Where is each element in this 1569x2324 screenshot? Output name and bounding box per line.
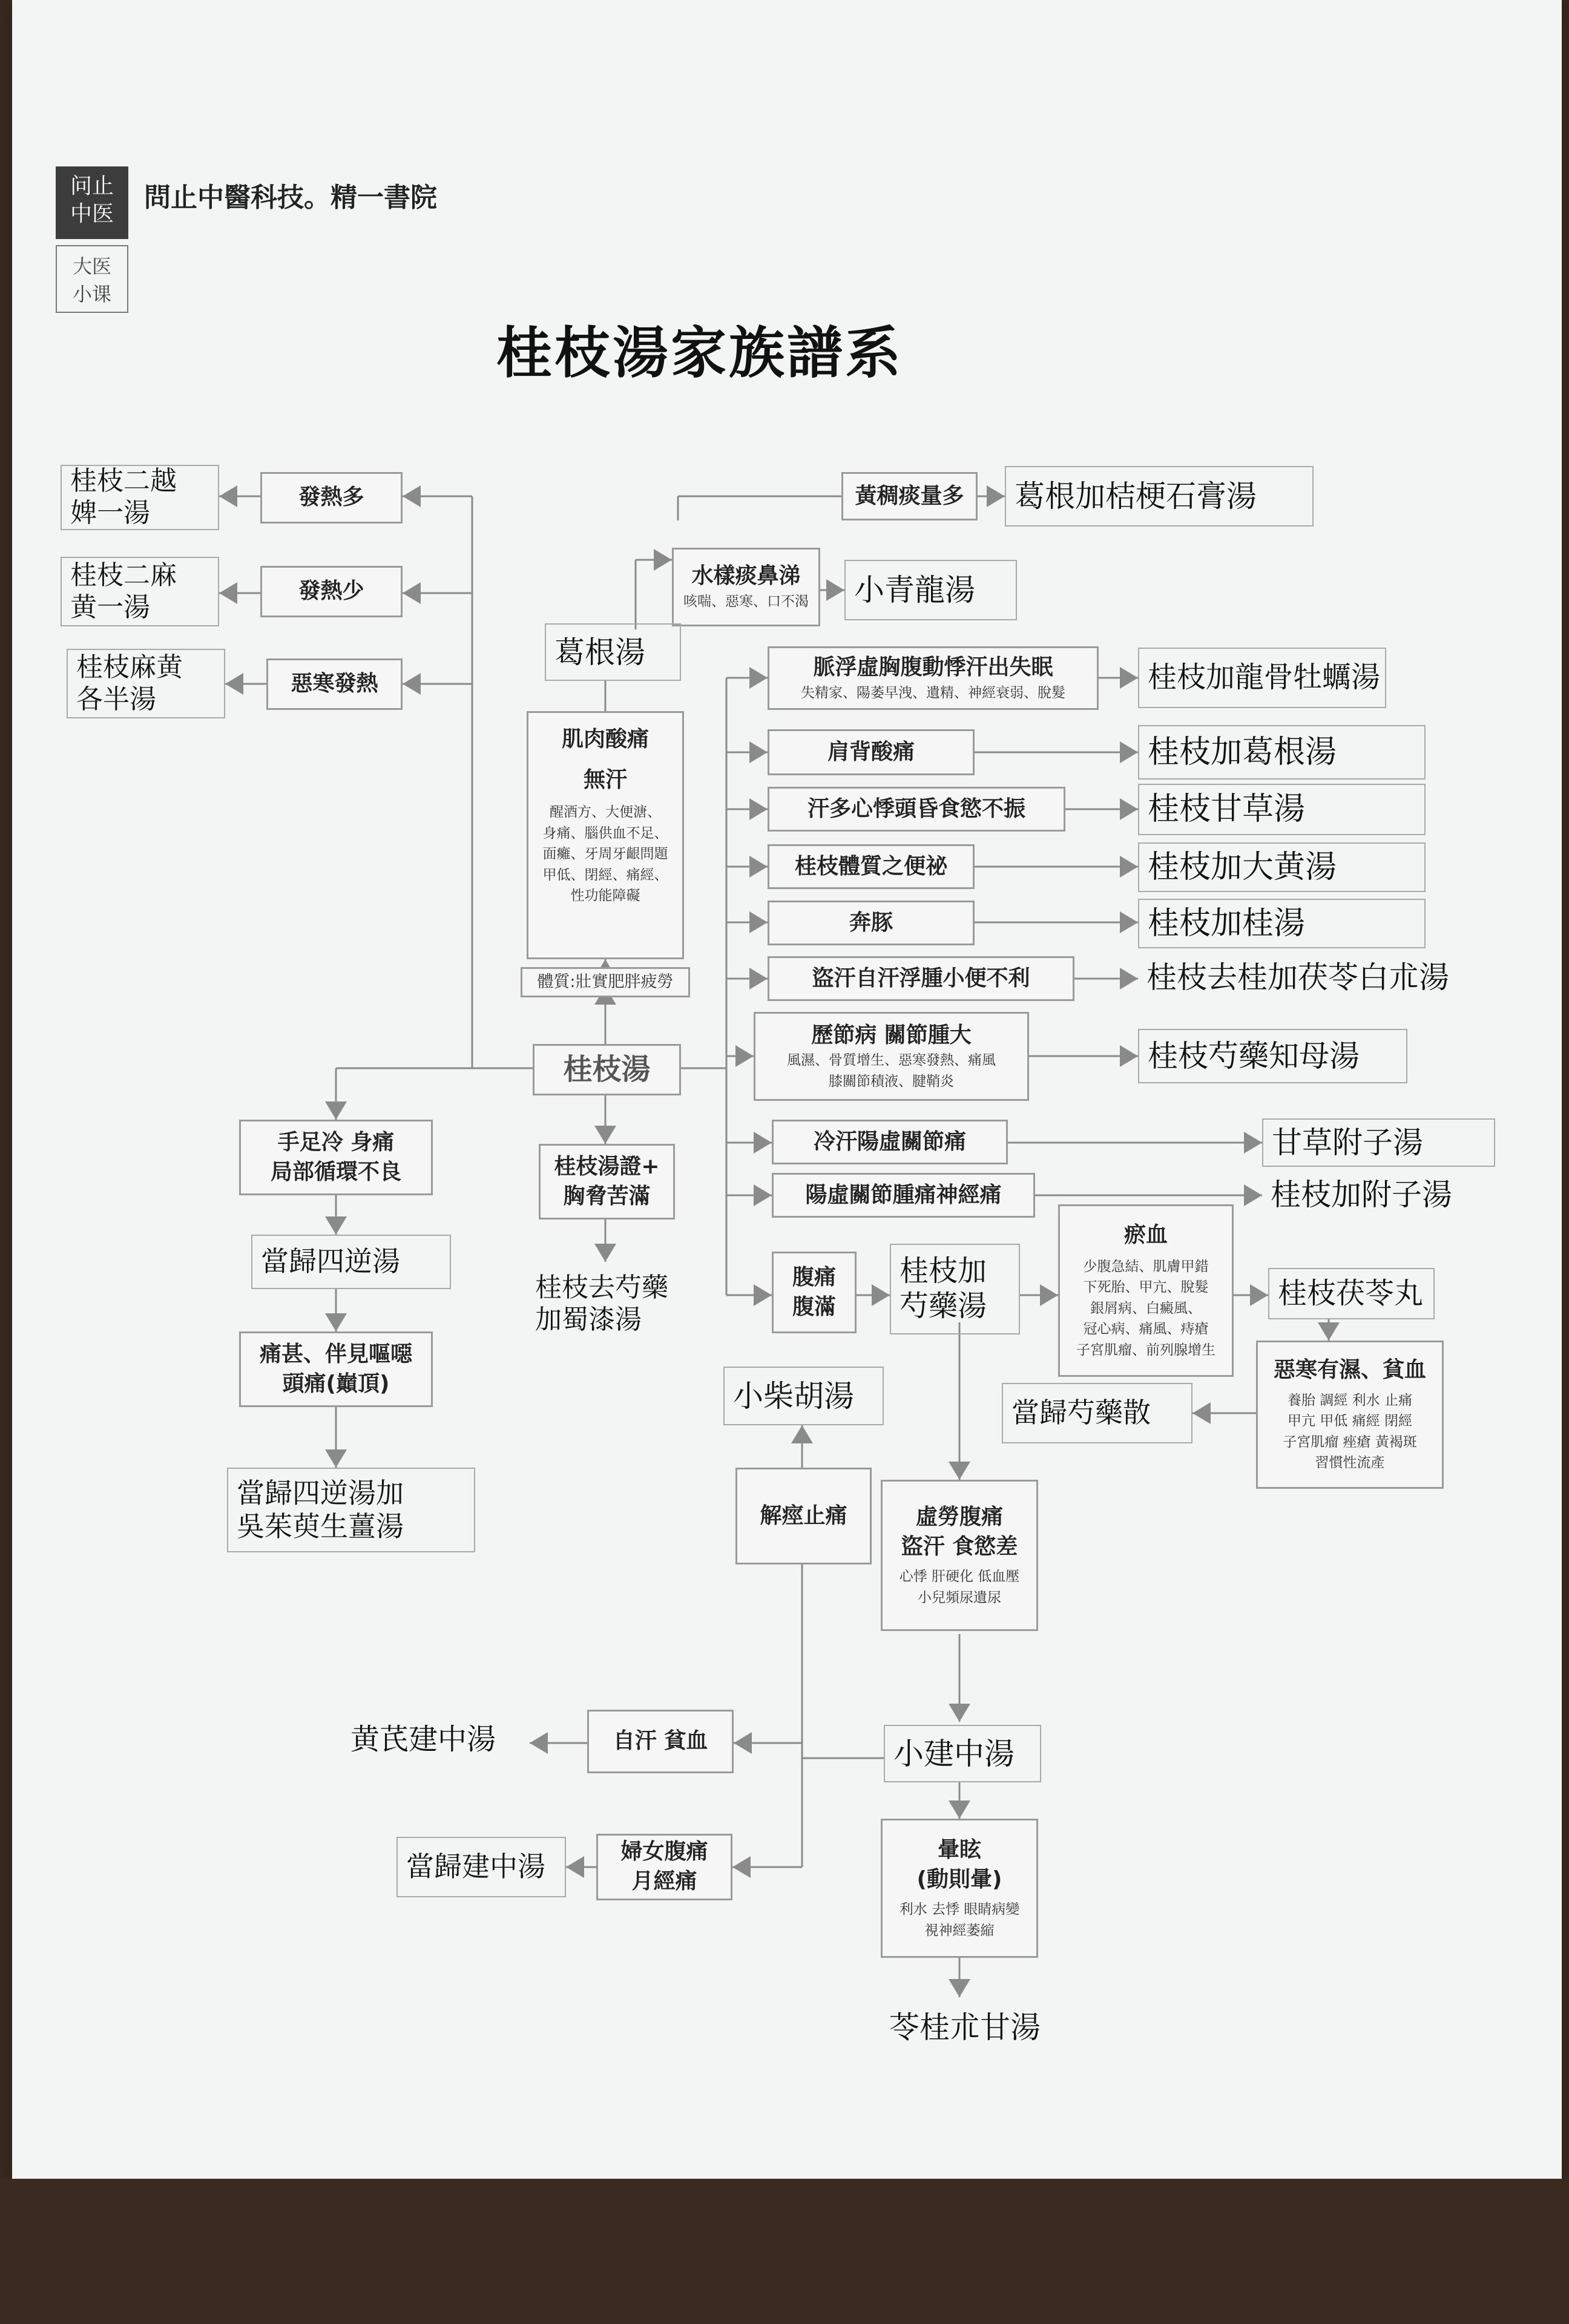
- formula-gui-ma-ge: [67, 649, 225, 718]
- constipation-box: [768, 844, 975, 889]
- dizziness-l2: (動則暈): [916, 1866, 1002, 1892]
- formula-ge-gen-jie-geng: [1005, 466, 1314, 527]
- fever-more-label: 發熱多: [298, 485, 364, 510]
- headache-l2: 頭痛(巔頂): [282, 1371, 390, 1396]
- formula-gui-er-ma: [61, 557, 219, 626]
- formula-jia-gui-label: 桂枝加桂湯: [1148, 905, 1306, 942]
- formula-dang-gui-shao-yao: [1002, 1383, 1192, 1443]
- dampness-title: 惡寒有濕、貧血: [1273, 1357, 1426, 1383]
- abdomen-box: [772, 1252, 857, 1333]
- dizziness-box: [881, 1819, 1038, 1958]
- syndrome-l1: 桂枝湯證+: [554, 1154, 660, 1179]
- logo2-line1: 大医: [72, 255, 111, 278]
- formula-ge-gen: [545, 623, 681, 681]
- formula-jia-fu-zi-label: 桂枝加附子湯: [1271, 1177, 1452, 1212]
- benton-label: 奔豚: [849, 910, 893, 935]
- formula-shao-yao-zhi-mu: [1138, 1029, 1407, 1083]
- arthritis-box: [754, 1012, 1029, 1101]
- dizziness-l1: 暈眩: [937, 1837, 981, 1862]
- blood-stasis-box: [1058, 1204, 1234, 1377]
- formula-jia-fu-zi: [1262, 1169, 1522, 1220]
- diagram-title: 桂枝湯家族譜系: [496, 320, 904, 386]
- muscle-pain-box: [527, 711, 684, 959]
- cold-limbs-l1: 手足冷 身痛: [277, 1129, 395, 1155]
- formula-xiao-jian-zhong-label: 小建中湯: [893, 1736, 1015, 1771]
- cold-sweat-box: [772, 1120, 1008, 1164]
- headache-l1: 痛甚、伴見嘔噁: [259, 1341, 412, 1367]
- wenzhi-logo: [56, 166, 128, 239]
- formula-si-ni-wu-zhu-yu-l1: 當歸四逆湯加: [237, 1476, 404, 1509]
- formula-da-huang: [1138, 842, 1426, 892]
- watery-phlegm-box: [672, 548, 820, 626]
- dampness-l3: 子宮肌瘤 痤瘡 黃褐斑: [1283, 1434, 1417, 1450]
- logo-line1: 问止: [70, 174, 114, 199]
- blood-stasis-title: 瘀血: [1123, 1222, 1168, 1247]
- formula-ling-gui-zhu-gan: [881, 1997, 1081, 2058]
- formula-gan-cao-fu-zi-label: 甘草附子湯: [1272, 1125, 1423, 1160]
- formula-dang-gui-si-ni-label: 當歸四逆湯: [261, 1245, 400, 1278]
- women-pain-box: [596, 1834, 732, 1900]
- formula-xiao-chai-hu-label: 小柴胡湯: [733, 1378, 854, 1414]
- formula-ge-gen-jie-geng-label: 葛根加桔梗石膏湯: [1015, 479, 1257, 514]
- fever-less-label: 發熱少: [298, 579, 364, 604]
- blood-stasis-l1: 少腹急結、肌膚甲錯: [1083, 1258, 1209, 1275]
- dizziness-sub1: 利水 去悸 眼睛病變: [899, 1902, 1020, 1918]
- formula-dang-gui-shao-yao-label: 當歸芍藥散: [1011, 1396, 1151, 1430]
- formula-gui-ma-ge-l2: 各半湯: [76, 683, 156, 715]
- muscle-line4: 甲低、閉經、痛經、: [542, 867, 668, 883]
- women-pain-l2: 月經痛: [631, 1869, 697, 1894]
- cold-limbs-box: [239, 1120, 433, 1195]
- chills-fever-label: 惡寒發熱: [291, 671, 378, 697]
- daxiaoke-logo: [56, 245, 128, 313]
- formula-long-gu-mu-li: [1138, 648, 1386, 708]
- constitution-label: 體質:壯實肥胖疲勞: [537, 972, 674, 991]
- formula-gui-er-ma-l2: 黄一湯: [70, 591, 150, 623]
- fatigue-sub2: 小兒頻尿遺尿: [918, 1589, 1001, 1606]
- formula-xiao-qing-long: [844, 560, 1017, 620]
- abdomen-l1: 腹痛: [792, 1264, 836, 1290]
- cold-limbs-l2: 局部循環不良: [270, 1159, 401, 1184]
- watery-phlegm-label: 水樣痰鼻涕: [691, 563, 801, 589]
- formula-huang-qi-jian-zhong-label: 黄芪建中湯: [350, 1722, 496, 1757]
- formula-dang-gui-jian-zhong: [396, 1837, 566, 1897]
- center-node: [533, 1044, 681, 1095]
- night-sweat-label: 盜汗自汗浮腫小便不利: [812, 965, 1030, 991]
- formula-long-gu-mu-li-label: 桂枝加龍骨牡蠣湯: [1148, 660, 1381, 695]
- formula-jia-shao-yao-l2: 芍藥湯: [900, 1289, 987, 1323]
- spasm-label: 解痙止痛: [760, 1503, 847, 1528]
- formula-si-ni-wu-zhu-yu: [227, 1468, 475, 1552]
- constipation-label: 桂枝體質之便祕: [794, 853, 947, 879]
- benton-box: [768, 901, 975, 945]
- formula-xiao-jian-zhong: [884, 1725, 1041, 1782]
- dampness-l1: 養胎 調經 利水 止痛: [1288, 1392, 1412, 1408]
- formula-huang-qi-jian-zhong: [342, 1707, 530, 1773]
- formula-jia-ge-gen-label: 桂枝加葛根湯: [1148, 734, 1337, 770]
- muscle-line5: 性功能障礙: [570, 888, 640, 904]
- headache-box: [239, 1331, 433, 1407]
- muscle-line3: 面癱、牙周牙齦問題: [542, 846, 668, 862]
- formula-jia-shao-yao: [890, 1244, 1020, 1334]
- women-pain-l1: 婦女腹痛: [620, 1839, 708, 1865]
- formula-da-huang-label: 桂枝加大黄湯: [1148, 849, 1337, 885]
- formula-qu-shao-l1: 桂枝去芍藥: [535, 1272, 668, 1304]
- formula-jia-shao-yao-l1: 桂枝加: [900, 1254, 987, 1288]
- fatigue-box: [881, 1480, 1038, 1631]
- arthritis-sub1: 風濕、骨質增生、惡寒發熱、痛風: [787, 1052, 996, 1069]
- formula-gui-ma-ge-l1: 桂枝麻黄: [76, 651, 183, 683]
- formula-shao-yao-zhi-mu-label: 桂枝芍藥知母湯: [1148, 1039, 1360, 1074]
- palpitation-sub: 失精家、陽萎早洩、遺精、神經衰弱、脫髮: [801, 684, 1065, 701]
- formula-xiao-chai-hu: [723, 1367, 884, 1425]
- fatigue-l1: 虛勞腹痛: [915, 1504, 1003, 1529]
- thick-phlegm-box: [841, 472, 978, 520]
- formula-gan-cao-label: 桂枝甘草湯: [1148, 791, 1306, 828]
- shoulder-box: [768, 729, 975, 775]
- dampness-l2: 甲亢 甲低 痛經 閉經: [1288, 1413, 1412, 1430]
- self-sweat-box: [587, 1710, 734, 1773]
- fever-more-box: [260, 472, 403, 524]
- blood-stasis-l3: 銀屑病、白癜風、: [1090, 1300, 1202, 1316]
- chills-fever-box: [266, 658, 403, 710]
- formula-gui-er-yue-l2: 婢一湯: [70, 497, 150, 528]
- formula-fu-ling-bai-zhu-label: 桂枝去桂加茯苓白朮湯: [1146, 960, 1449, 995]
- formula-dang-gui-si-ni: [251, 1235, 451, 1289]
- blood-stasis-l2: 下死胎、甲亢、脫髮: [1083, 1279, 1209, 1296]
- palpitation-label: 脈浮虛胸腹動悸汗出失眠: [813, 654, 1053, 680]
- center-label: 桂枝湯: [563, 1052, 651, 1087]
- dizziness-sub2: 視神經萎縮: [924, 1922, 995, 1938]
- formula-fu-ling-wan: [1268, 1268, 1435, 1319]
- formula-gui-er-ma-l1: 桂枝二麻: [70, 559, 177, 591]
- dampness-box: [1256, 1341, 1444, 1489]
- syndrome-box: [539, 1144, 675, 1219]
- fatigue-l2: 盜汗 食慾差: [901, 1534, 1018, 1559]
- syndrome-l2: 胸脅苦滿: [563, 1183, 651, 1209]
- logo2-line2: 小课: [72, 283, 111, 306]
- dampness-l4: 習慣性流產: [1315, 1455, 1385, 1471]
- formula-ge-gen-label: 葛根湯: [554, 634, 645, 670]
- formula-fu-ling-bai-zhu: [1138, 950, 1556, 1005]
- abdomen-l2: 腹滿: [792, 1294, 836, 1319]
- self-sweat-label: 自汗 貧血: [613, 1728, 708, 1754]
- blood-stasis-l4: 冠心病、痛風、痔瘡: [1083, 1321, 1209, 1338]
- spasm-box: [735, 1468, 872, 1564]
- fatigue-sub1: 心悸 肝硬化 低血壓: [899, 1569, 1020, 1585]
- thick-phlegm-label: 黃稠痰量多: [855, 483, 964, 508]
- muscle-line1: 醒酒方、大便溏、: [550, 804, 661, 821]
- fever-less-box: [260, 566, 403, 617]
- night-sweat-box: [768, 956, 1074, 1001]
- shoulder-label: 肩背酸痛: [827, 739, 915, 764]
- formula-si-ni-wu-zhu-yu-l2: 吳茱萸生薑湯: [237, 1510, 404, 1543]
- formula-qu-shao-l2: 加蜀漆湯: [535, 1304, 642, 1335]
- formula-gui-er-yue: [61, 465, 219, 530]
- palpitation-box: [768, 646, 1099, 710]
- formula-gui-er-yue-l1: 桂枝二越: [70, 465, 177, 497]
- sweat-box: [768, 787, 1065, 832]
- cold-sweat-label: 冷汗陽虛關節痛: [813, 1129, 966, 1154]
- blood-stasis-l5: 子宮肌瘤、前列腺增生: [1076, 1342, 1215, 1358]
- arthritis-sub2: 膝關節積液、腱鞘炎: [829, 1073, 954, 1089]
- muscle-line2: 身痛、腦供血不足、: [542, 825, 668, 841]
- formula-dang-gui-jian-zhong-label: 當歸建中湯: [406, 1850, 545, 1883]
- formula-jia-ge-gen: [1138, 725, 1426, 780]
- formula-ling-gui-zhu-gan-label: 苓桂朮甘湯: [889, 2010, 1041, 2045]
- muscle-title2: 無汗: [583, 767, 627, 792]
- brand-name: 問止中醫科技。精一書院: [144, 182, 437, 213]
- constitution-box: [521, 967, 690, 997]
- formula-gan-cao: [1138, 784, 1426, 835]
- formula-fu-ling-wan-label: 桂枝茯苓丸: [1278, 1276, 1424, 1310]
- formula-gan-cao-fu-zi: [1262, 1118, 1495, 1167]
- formula-qu-shao-jia-shu-qi: [527, 1262, 708, 1347]
- sweat-label: 汗多心悸頭昏食慾不振: [807, 796, 1025, 821]
- muscle-title1: 肌肉酸痛: [561, 727, 649, 752]
- formula-xiao-qing-long-label: 小青龍湯: [854, 573, 975, 608]
- arthritis-title: 歷節病 關節腫大: [811, 1022, 972, 1048]
- yang-deficiency-label: 陽虛關節腫痛神經痛: [805, 1182, 1002, 1207]
- yang-deficiency-box: [772, 1173, 1035, 1218]
- logo-line2: 中医: [70, 202, 114, 226]
- watery-phlegm-sub: 咳喘、惡寒、口不渴: [683, 594, 809, 610]
- formula-jia-gui: [1138, 899, 1426, 948]
